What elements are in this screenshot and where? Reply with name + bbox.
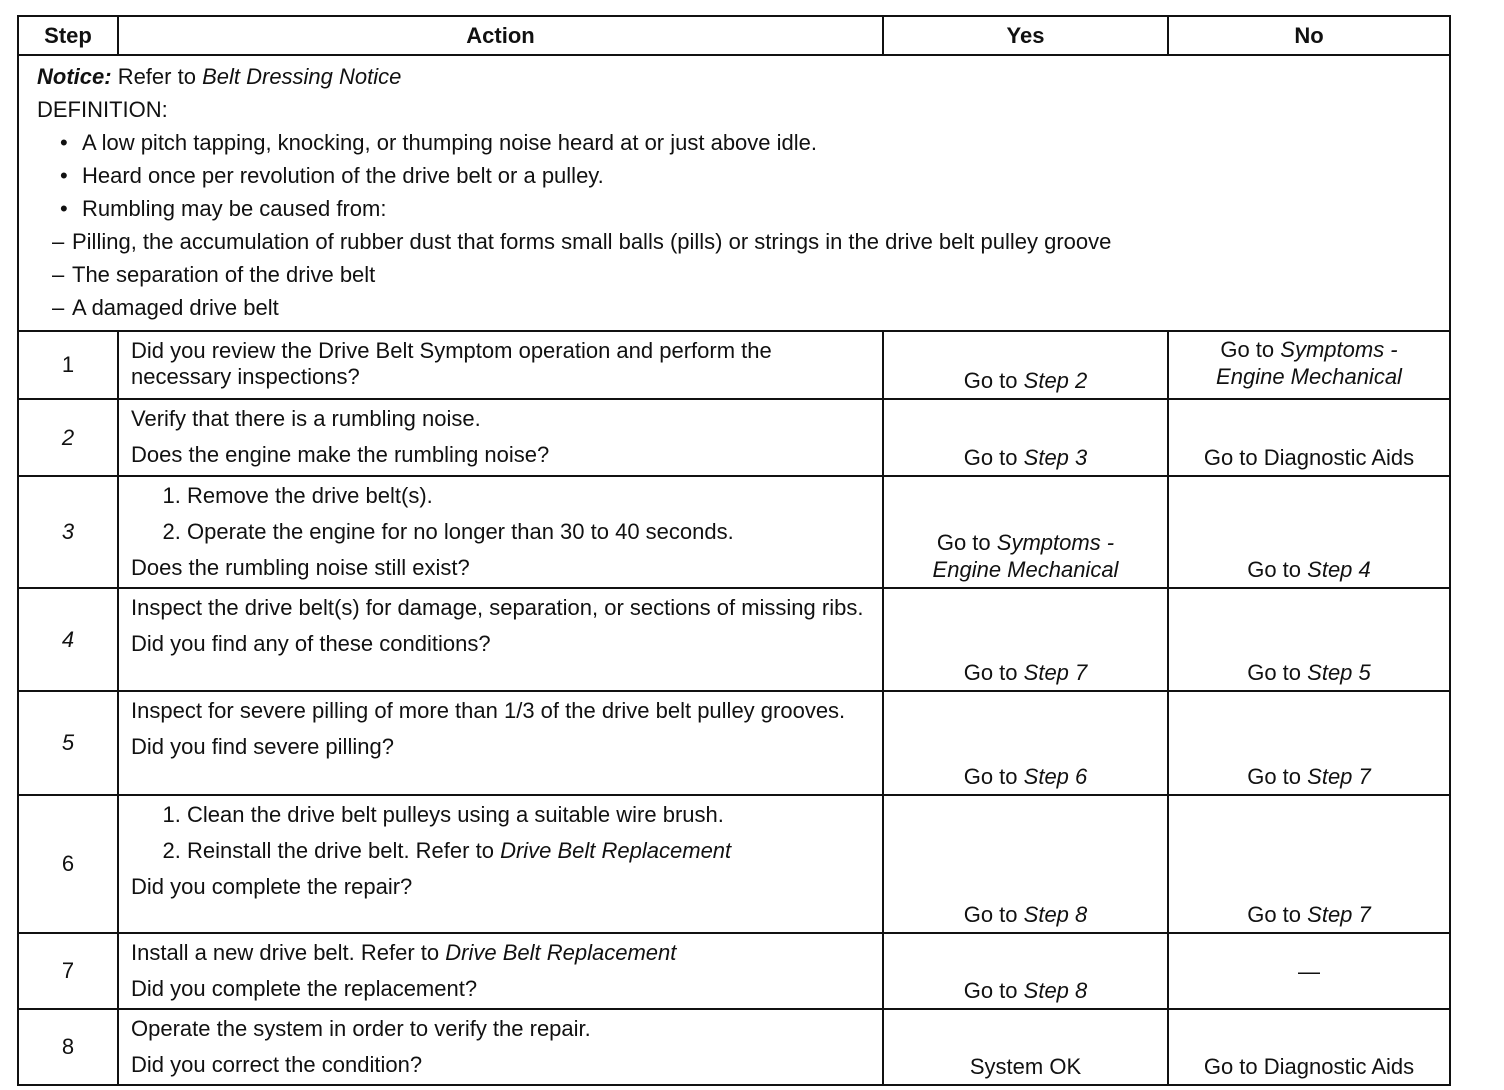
step-number: 4 (18, 588, 118, 691)
yes-prefix: Go to (963, 660, 1018, 685)
diagnostic-table (17, 15, 1451, 1086)
action-question: Does the rumbling noise still exist? (131, 555, 470, 580)
step-action (118, 795, 883, 933)
action-steps-list (131, 802, 872, 864)
no-step-ref: Step 7 (1307, 764, 1371, 789)
definition-list (37, 126, 1431, 225)
header-yes: Yes (883, 16, 1168, 55)
yes-result (883, 476, 1168, 588)
no-ref-line1: Symptoms - (1280, 337, 1398, 362)
yes-step-ref: Step 8 (1023, 902, 1088, 927)
step-action (118, 399, 883, 476)
no-result: Go to Diagnostic Aids (1168, 399, 1450, 476)
header-step: Step (18, 16, 118, 55)
action-list-item: 1. Remove the drive belt(s). (187, 483, 872, 509)
no-step-ref: Step 5 (1307, 660, 1371, 685)
no-ref-line2: Engine Mechanical (1216, 364, 1402, 389)
no-result: Go to Diagnostic Aids (1168, 1009, 1450, 1085)
cause-item: – The separation of the drive belt (72, 258, 1431, 291)
definition-label: DEFINITION: (37, 97, 168, 122)
yes-result (883, 795, 1168, 933)
no-step-ref: Step 7 (1307, 902, 1371, 927)
notice-ref: Belt Dressing Notice (202, 64, 402, 89)
notice-label: Notice: (37, 64, 112, 89)
notice-line (37, 60, 1431, 93)
header-no: No (1168, 16, 1450, 55)
notice-row (18, 55, 1450, 331)
action-steps-list (131, 483, 872, 545)
step-row-1 (18, 331, 1450, 399)
step-action (118, 588, 883, 691)
item-ref: Drive Belt Replacement (500, 838, 732, 863)
action-question: Did you correct the condition? (131, 1052, 423, 1077)
yes-step-ref: Step 7 (1023, 660, 1088, 685)
no-prefix: Go to (1220, 337, 1275, 362)
step-row-3 (18, 476, 1450, 588)
action-list-item: 2. Operate the engine for no longer than 30 to 40 seconds. (187, 519, 872, 545)
step-number: 6 (18, 795, 118, 933)
no-result (1168, 588, 1450, 691)
action-question: Did you find severe pilling? (131, 734, 394, 759)
yes-step-ref: Step 2 (1023, 368, 1088, 393)
instruction-ref: Drive Belt Replacement (445, 940, 677, 965)
step-number: 7 (18, 933, 118, 1009)
item-text: Reinstall the drive belt. Refer to (187, 838, 494, 863)
yes-result (883, 691, 1168, 795)
action-question: Did you complete the repair? (131, 874, 413, 899)
step-number: 5 (18, 691, 118, 795)
step-action (118, 933, 883, 1009)
action-instruction (131, 940, 872, 966)
no-result (1168, 476, 1450, 588)
yes-step-ref: Step 6 (1023, 764, 1088, 789)
yes-result (883, 399, 1168, 476)
yes-result (883, 331, 1168, 399)
no-result (1168, 331, 1450, 399)
step-row-8 (18, 1009, 1450, 1085)
yes-prefix: Go to (936, 530, 991, 555)
action-instruction: Inspect the drive belt(s) for damage, separation, or sections of missing ribs. (131, 595, 864, 620)
yes-ref-line1: Symptoms - (996, 530, 1115, 555)
cause-item: – A damaged drive belt (72, 291, 1431, 324)
action-question: Did you review the Drive Belt Symptom operation and perform the necessary inspections? (131, 338, 772, 389)
action-question: Does the engine make the rumbling noise? (131, 442, 550, 467)
notice-text: Refer to (117, 64, 196, 89)
action-list-item (187, 838, 872, 864)
step-row-5 (18, 691, 1450, 795)
step-action (118, 691, 883, 795)
yes-ref-line2: Engine Mechanical (932, 557, 1119, 582)
action-instruction: Inspect for severe pilling of more than 1/3 of the drive belt pulley grooves. (131, 698, 846, 723)
yes-prefix: Go to (963, 764, 1018, 789)
action-instruction: Operate the system in order to verify the repair. (131, 1016, 591, 1041)
yes-step-ref: Step 3 (1023, 445, 1088, 470)
yes-result (883, 588, 1168, 691)
yes-result: System OK (883, 1009, 1168, 1085)
cause-list (37, 225, 1431, 324)
yes-prefix: Go to (963, 368, 1018, 393)
header-action: Action (118, 16, 883, 55)
step-action (118, 476, 883, 588)
definition-bullet: • Heard once per revolution of the drive belt or a pulley. (82, 159, 1431, 192)
definition-bullet: • Rumbling may be caused from: (82, 192, 1431, 225)
header-row (18, 16, 1450, 55)
step-row-4 (18, 588, 1450, 691)
step-row-7 (18, 933, 1450, 1009)
action-list-item: 1. Clean the drive belt pulleys using a suitable wire brush. (187, 802, 872, 828)
action-instruction: Verify that there is a rumbling noise. (131, 406, 481, 431)
yes-prefix: Go to (963, 445, 1018, 470)
instruction-text: Install a new drive belt. Refer to (131, 940, 440, 965)
step-number: 2 (18, 399, 118, 476)
action-question: Did you complete the replacement? (131, 976, 478, 1001)
step-action (118, 331, 883, 399)
no-prefix: Go to (1247, 902, 1302, 927)
no-result (1168, 795, 1450, 933)
yes-prefix: Go to (963, 978, 1018, 1003)
step-number: 3 (18, 476, 118, 588)
step-number: 8 (18, 1009, 118, 1085)
no-prefix: Go to (1247, 557, 1302, 582)
yes-prefix: Go to (963, 902, 1018, 927)
yes-result (883, 933, 1168, 1009)
no-prefix: Go to (1247, 660, 1302, 685)
step-number: 1 (18, 331, 118, 399)
cause-item: – Pilling, the accumulation of rubber dust that forms small balls (pills) or strings in the drive belt pulley groove (72, 225, 1431, 258)
step-action (118, 1009, 883, 1085)
no-step-ref: Step 4 (1307, 557, 1371, 582)
action-question: Did you find any of these conditions? (131, 631, 491, 656)
no-result: — (1168, 933, 1450, 1009)
yes-step-ref: Step 8 (1023, 978, 1088, 1003)
step-row-6 (18, 795, 1450, 933)
no-prefix: Go to (1247, 764, 1302, 789)
step-row-2 (18, 399, 1450, 476)
definition-bullet: • A low pitch tapping, knocking, or thumping noise heard at or just above idle. (82, 126, 1431, 159)
notice-cell (18, 55, 1450, 331)
no-result (1168, 691, 1450, 795)
